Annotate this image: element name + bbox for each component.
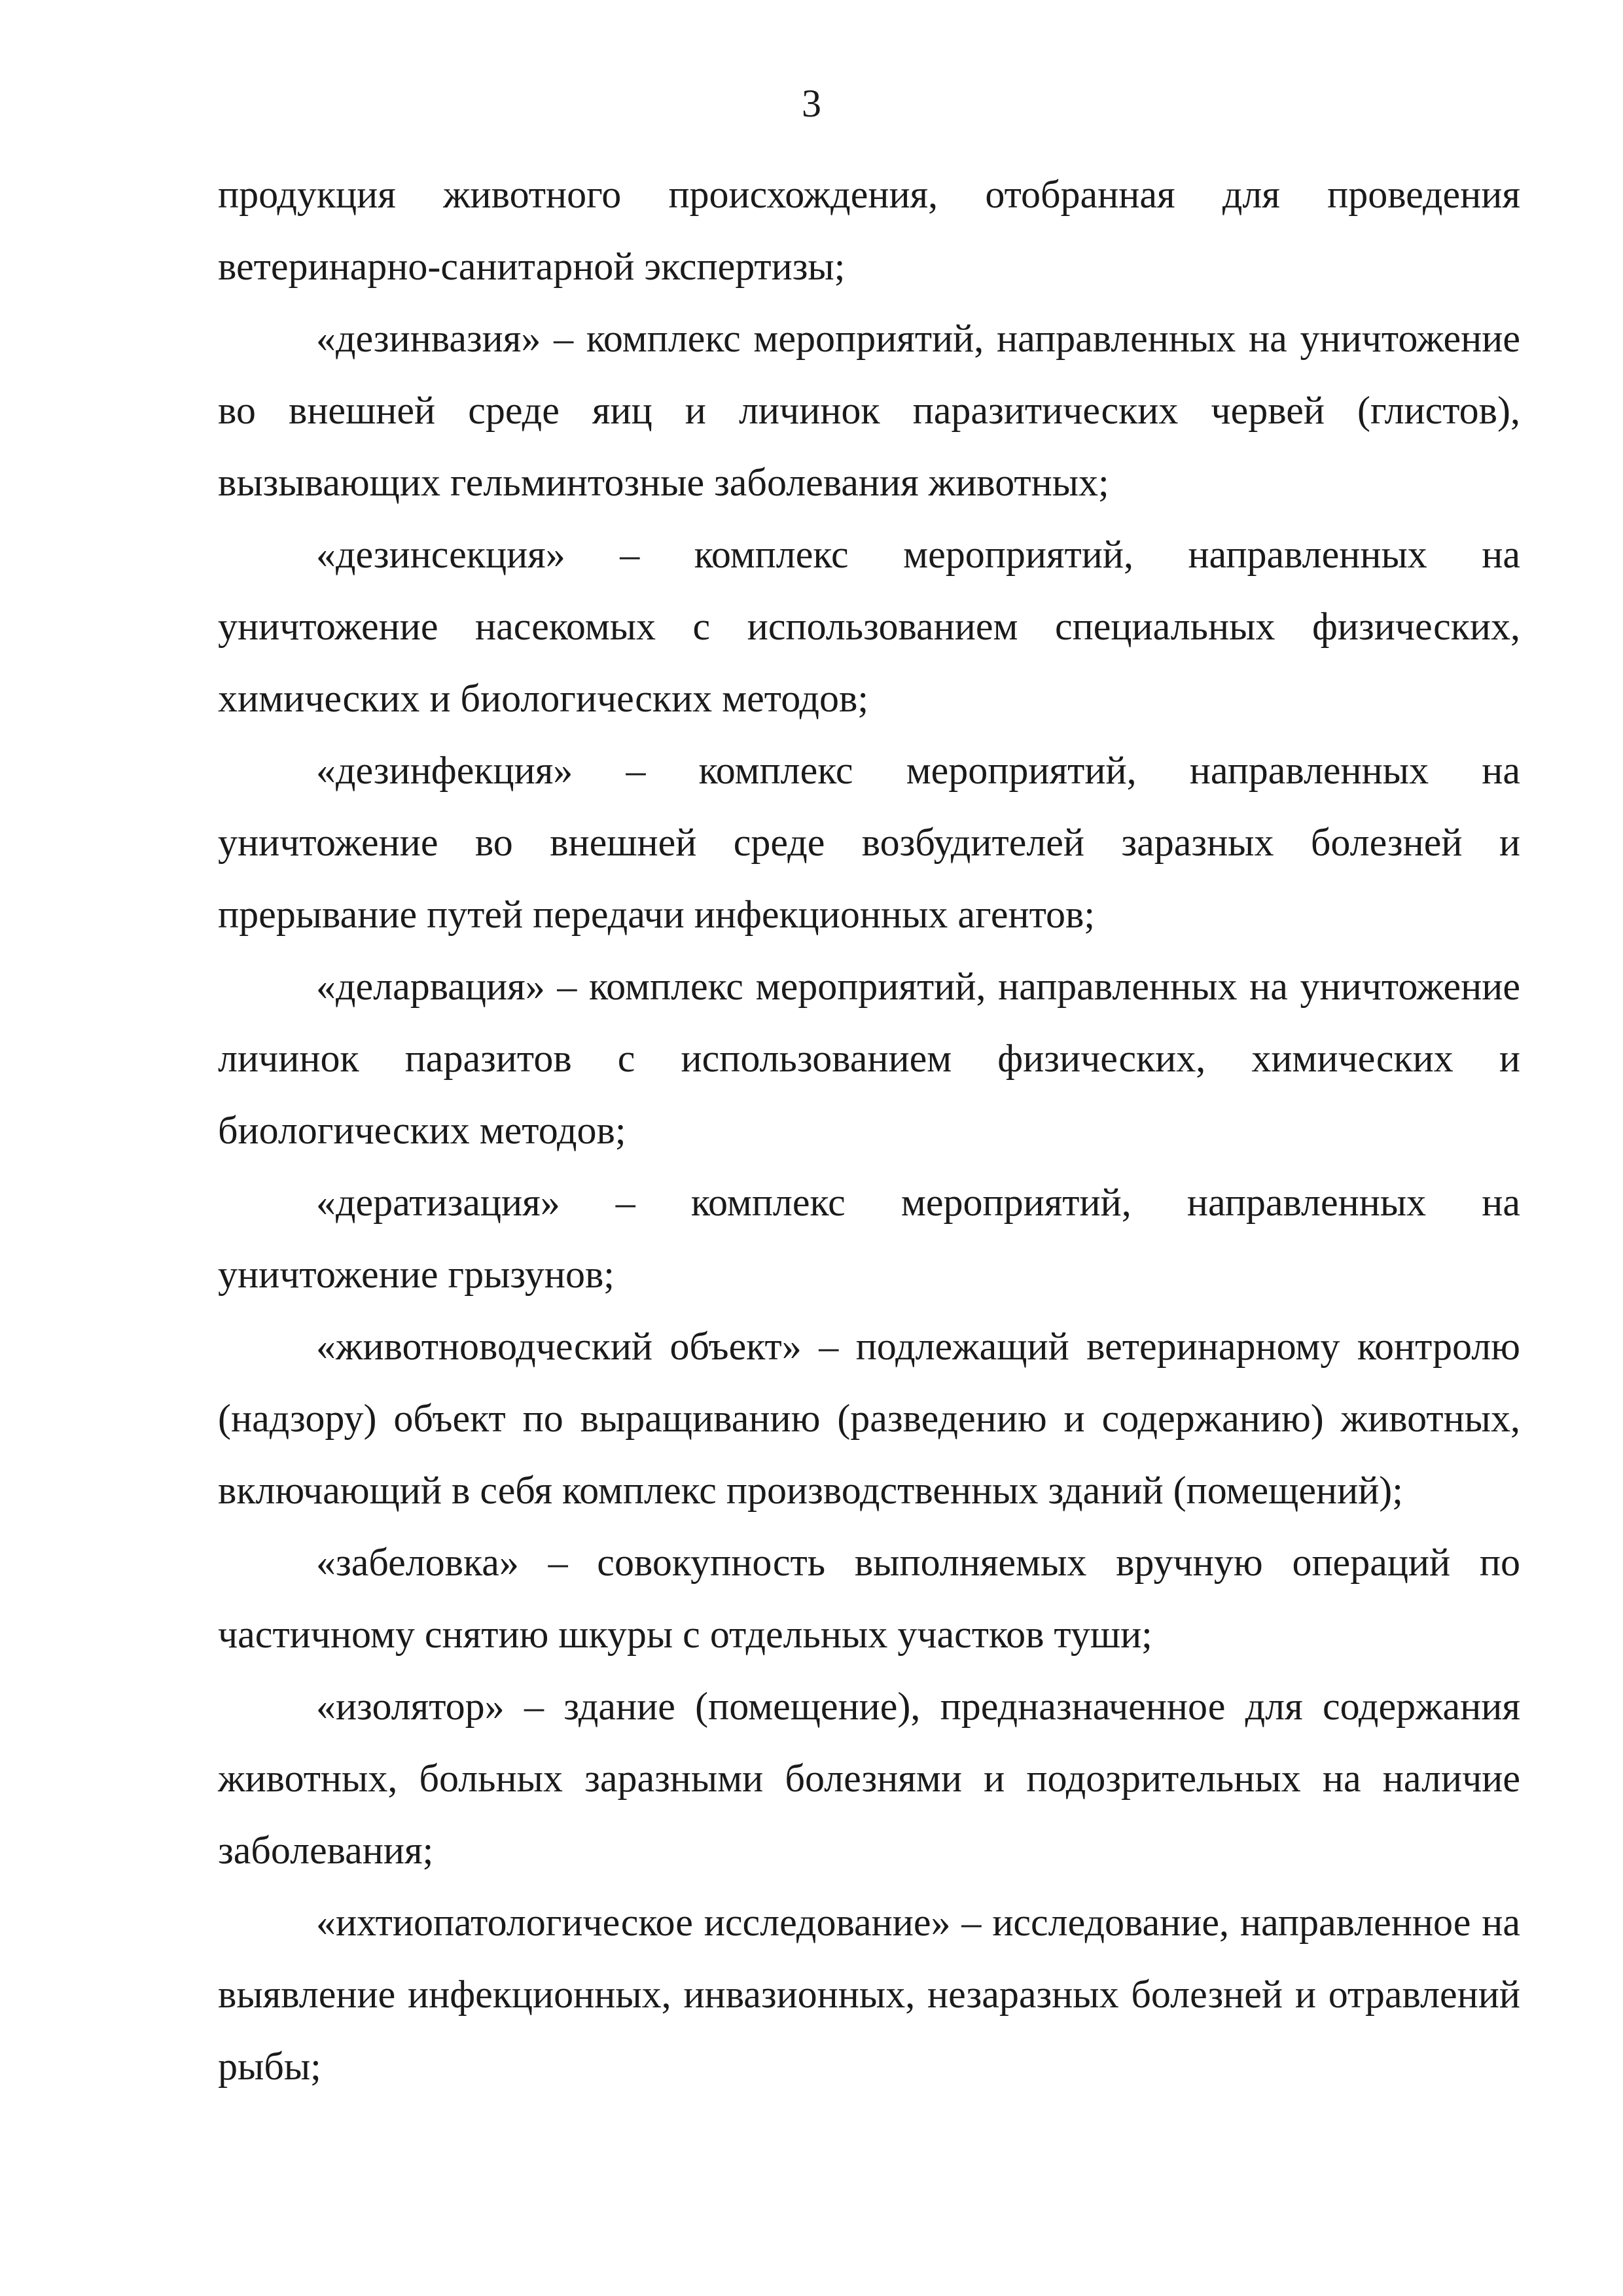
definition-delarvatsiya: «деларвация» – комплекс мероприятий, направленных на уничтожение личинок паразитов с использованием физических, химических и биологических методов; — [218, 965, 1520, 1152]
definition-dezinsektsiya: «дезинсекция» – комплекс мероприятий, направленных на уничтожение насекомых с использованием специальных физических, химических и биологических методов; — [218, 533, 1520, 720]
document-body — [218, 158, 1520, 2102]
paragraph-continuation: продукция животного происхождения, отобранная для проведения ветеринарно-санитарной экспертизы; — [218, 173, 1520, 288]
page-number: 3 — [802, 82, 821, 125]
definition-ikhtiopatologicheskoe-issledovanie: «ихтиопатологическое исследование» – исследование, направленное на выявление инфекционных, инвазионных, незаразных болезней и отравлений рыбы; — [218, 1901, 1520, 2088]
definition-zhivotnovodcheskiy-obekt: «животноводческий объект» – подлежащий ветеринарному контролю (надзору) объект по выращиванию (разведению и содержанию) животных, включающий в себя комплекс производственных зданий (помещений); — [218, 1325, 1520, 1512]
definition-dezinfektsiya: «дезинфекция» – комплекс мероприятий, направленных на уничтожение во внешней среде возбудителей заразных болезней и прерывание путей передачи инфекционных агентов; — [218, 749, 1520, 936]
definition-dezinvaziya: «дезинвазия» – комплекс мероприятий, направленных на уничтожение во внешней среде яиц и личинок паразитических червей (глистов), вызывающих гельминтозные заболевания животных; — [218, 317, 1520, 504]
definition-zabelovka: «забеловка» – совокупность выполняемых вручную операций по частичному снятию шкуры с отдельных участков туши; — [218, 1541, 1520, 1656]
definition-izolyator: «изолятор» – здание (помещение), предназначенное для содержания животных, больных заразными болезнями и подозрительных на наличие заболевания; — [218, 1685, 1520, 1872]
definition-deratizatsiya: «дератизация» – комплекс мероприятий, направленных на уничтожение грызунов; — [218, 1181, 1520, 1296]
